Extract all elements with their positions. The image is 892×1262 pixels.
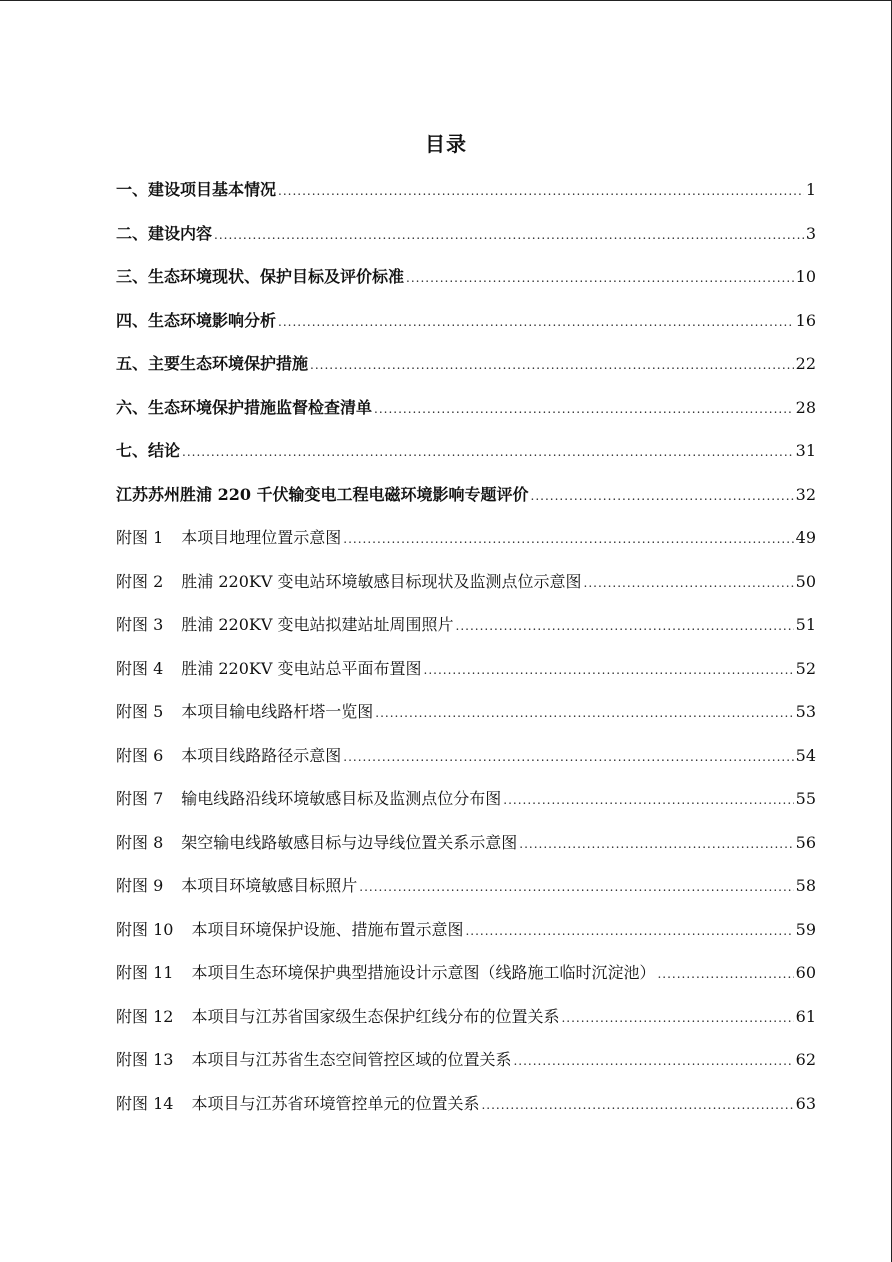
toc-entry-label: [116, 690, 373, 734]
toc-entry-text: 本项目环境敏感目标照片: [181, 876, 358, 895]
toc-entry-prefix: 附图 6: [116, 745, 164, 765]
toc-entry[interactable]: [116, 690, 816, 734]
toc-entry-label: [116, 212, 212, 256]
toc-dot-leader: [374, 388, 794, 432]
toc-page-number: 22: [795, 354, 816, 373]
toc-entry-label: [116, 864, 357, 908]
toc-entry-label: [116, 473, 529, 517]
toc-dot-leader: [584, 562, 794, 606]
toc-page-number: 63: [795, 1093, 816, 1113]
toc-dot-leader: [343, 518, 793, 562]
toc-entry[interactable]: [116, 603, 816, 647]
toc-dot-leader: [278, 170, 804, 214]
toc-entry[interactable]: [116, 299, 816, 343]
toc-entry-prefix: 附图 12: [116, 1006, 174, 1026]
toc-entry-text: 四、生态环境影响分析: [116, 310, 277, 330]
toc-entry-text: 江苏苏州胜浦 220 千伏输变电工程电磁环境影响专题评价: [116, 484, 529, 504]
toc-page-number: 49: [795, 528, 816, 547]
toc-page-number: 60: [795, 963, 816, 982]
toc-dot-leader: [214, 214, 804, 258]
toc-entry[interactable]: [116, 1082, 816, 1126]
toc-entry-label: [116, 603, 454, 647]
toc-entry[interactable]: [116, 516, 816, 560]
toc-dot-leader: [424, 649, 794, 693]
toc-entry-text: 三、生态环境现状、保护目标及评价标准: [116, 267, 405, 286]
toc-entry-prefix: 附图 3: [116, 615, 164, 634]
toc-entry-label: [116, 255, 404, 299]
toc-entry-prefix: 附图 8: [116, 832, 164, 852]
toc-entry[interactable]: [116, 1038, 816, 1082]
toc-entry[interactable]: [116, 212, 816, 256]
toc-entry-text: 本项目输电线路杆塔一览图: [181, 702, 374, 721]
toc-entry[interactable]: [116, 473, 816, 517]
toc-entry-label: [116, 168, 276, 212]
toc-entry-label: [116, 951, 655, 995]
toc-page-number: 28: [795, 397, 816, 417]
toc-entry[interactable]: [116, 908, 816, 952]
toc-dot-leader: [561, 997, 793, 1041]
toc-entry-prefix: 附图 2: [116, 571, 164, 591]
toc-dot-leader: [465, 910, 793, 954]
toc-entry-prefix: 附图 5: [116, 702, 164, 721]
toc-page-number: 1: [805, 180, 816, 199]
toc-entry[interactable]: [116, 429, 816, 473]
toc-dot-leader: [503, 779, 793, 823]
toc-entry-text: 本项目与江苏省环境管控单元的位置关系: [191, 1093, 480, 1113]
toc-entry-label: [116, 908, 463, 952]
toc-entry[interactable]: [116, 342, 816, 386]
toc-entry-text: 输电线路沿线环境敏感目标及监测点位分布图: [181, 789, 502, 808]
toc-entry-text: 一、建设项目基本情况: [116, 180, 277, 199]
toc-page-number: 53: [795, 702, 816, 721]
toc-dot-leader: [359, 866, 793, 910]
toc-page-number: 16: [795, 310, 816, 330]
toc-title: 目录: [425, 132, 467, 156]
toc-entry-label: [116, 1082, 479, 1126]
toc-dot-leader: [531, 475, 794, 519]
toc-entry-text: 胜浦 220KV 变电站拟建站址周围照片: [181, 615, 454, 634]
toc-page-number: 3: [805, 223, 816, 243]
toc-entry-label: [116, 821, 517, 865]
toc-dot-leader: [456, 605, 794, 649]
toc-entry-label: [116, 995, 559, 1039]
toc-page-number: 62: [795, 1050, 816, 1069]
toc-entry-label: [116, 560, 582, 604]
toc-page-number: 61: [795, 1006, 816, 1026]
toc-entry-label: [116, 429, 180, 473]
toc-page-number: 52: [795, 658, 816, 678]
toc-entry[interactable]: [116, 560, 816, 604]
toc-dot-leader: [481, 1084, 793, 1128]
toc-entry-prefix: 附图 4: [116, 658, 164, 678]
toc-page-number: 51: [795, 615, 816, 634]
toc-page-number: 55: [795, 789, 816, 808]
toc-entry-prefix: 附图 13: [116, 1050, 174, 1069]
toc-entry-prefix: 附图 14: [116, 1093, 174, 1113]
toc-entry-prefix: 附图 9: [116, 876, 164, 895]
toc-entry-label: [116, 734, 341, 778]
toc-entry-label: [116, 1038, 511, 1082]
toc-entry-text: 七、结论: [116, 441, 181, 460]
toc-entry-label: [116, 777, 501, 821]
toc-dot-leader: [182, 431, 794, 475]
toc-entry-label: [116, 342, 308, 386]
toc-page-number: 58: [795, 876, 816, 895]
toc-dot-leader: [278, 301, 794, 345]
toc-entry-prefix: 附图 1: [116, 528, 164, 547]
toc-entry[interactable]: [116, 777, 816, 821]
toc-entry-text: 胜浦 220KV 变电站总平面布置图: [181, 658, 422, 678]
toc-page-number: 10: [795, 267, 816, 286]
toc-entry-text: 架空输电线路敏感目标与边导线位置关系示意图: [181, 832, 518, 852]
toc-entry-label: [116, 299, 276, 343]
toc-dot-leader: [375, 692, 793, 736]
toc-dot-leader: [513, 1040, 793, 1084]
toc-entry[interactable]: [116, 255, 816, 299]
toc-entry[interactable]: [116, 168, 816, 212]
toc-entry-label: [116, 647, 422, 691]
toc-entry[interactable]: [116, 734, 816, 778]
toc-entry-text: 五、主要生态环境保护措施: [116, 354, 309, 373]
toc-entry[interactable]: [116, 951, 816, 995]
toc-entry-text: 六、生态环境保护措施监督检查清单: [116, 397, 373, 417]
toc-page-number: 56: [795, 832, 816, 852]
toc-entry-text: 本项目生态环境保护典型措施设计示意图（线路施工临时沉淀池）: [191, 963, 656, 982]
toc-entry[interactable]: [116, 821, 816, 865]
toc-list: [116, 168, 816, 1125]
toc-entry-text: 本项目与江苏省国家级生态保护红线分布的位置关系: [191, 1006, 560, 1026]
toc-entry-text: 本项目与江苏省生态空间管控区域的位置关系: [191, 1050, 512, 1069]
toc-page-number: 31: [795, 441, 816, 460]
toc-dot-leader: [519, 823, 793, 867]
toc-dot-leader: [343, 736, 793, 780]
toc-entry-text: 胜浦 220KV 变电站环境敏感目标现状及监测点位示意图: [181, 571, 582, 591]
toc-page-number: 54: [795, 745, 816, 765]
toc-entry-prefix: 附图 10: [116, 919, 174, 939]
toc-dot-leader: [310, 344, 794, 388]
toc-entry[interactable]: [116, 864, 816, 908]
toc-dot-leader: [657, 953, 793, 997]
toc-entry-prefix: 附图 7: [116, 789, 164, 808]
toc-page-number: 59: [795, 919, 816, 939]
toc-entry-label: [116, 386, 372, 430]
toc-entry[interactable]: [116, 386, 816, 430]
toc-entry-text: 本项目地理位置示意图: [181, 528, 342, 547]
toc-page-number: 50: [795, 571, 816, 591]
toc-entry-text: 本项目线路路径示意图: [181, 745, 342, 765]
toc-entry-text: 二、建设内容: [116, 223, 213, 243]
toc-entry-prefix: 附图 11: [116, 963, 174, 982]
toc-entry[interactable]: [116, 647, 816, 691]
toc-entry[interactable]: [116, 995, 816, 1039]
toc-entry-text: 本项目环境保护设施、措施布置示意图: [191, 919, 464, 939]
toc-entry-label: [116, 516, 341, 560]
toc-page-number: 32: [795, 484, 816, 504]
toc-dot-leader: [406, 257, 794, 301]
